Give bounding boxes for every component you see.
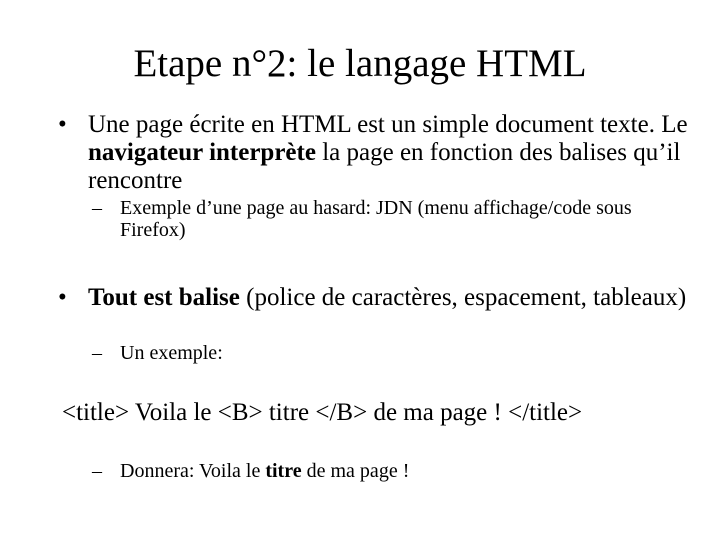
- text-run: Une page écrite en HTML est un simple document texte. Le: [88, 111, 688, 138]
- html-code-example: <title> Voila le <B> titre </B> de ma page ! </title>: [62, 399, 583, 426]
- sub-bullet-text: Un exemple:: [120, 342, 223, 364]
- bold-tout-est-balise: Tout est balise: [88, 284, 240, 311]
- bold-titre: titre: [265, 460, 302, 482]
- bullet-text: [88, 111, 688, 195]
- text-run: Donnera: Voila le: [120, 460, 266, 482]
- dash-icon: –: [92, 460, 102, 482]
- bullet-text: [88, 284, 688, 312]
- bullet-icon: •: [58, 111, 67, 138]
- slide-title: Etape n°2: le langage HTML: [133, 42, 587, 85]
- dash-icon: –: [92, 342, 102, 364]
- dash-icon: –: [92, 197, 102, 219]
- text-run: la page en fonction des balises qu’il rencontre: [88, 139, 681, 194]
- bullet-icon: •: [58, 284, 67, 311]
- text-run: (police de caractères, espacement, tableaux): [239, 284, 687, 311]
- sub-bullet-text: [120, 460, 680, 482]
- sub-bullet-text: Exemple d’une page au hasard: JDN (menu affichage/code sous Firefox): [120, 197, 632, 241]
- bold-navigateur: navigateur interprète: [88, 139, 316, 166]
- text-run: de ma page !: [301, 460, 410, 482]
